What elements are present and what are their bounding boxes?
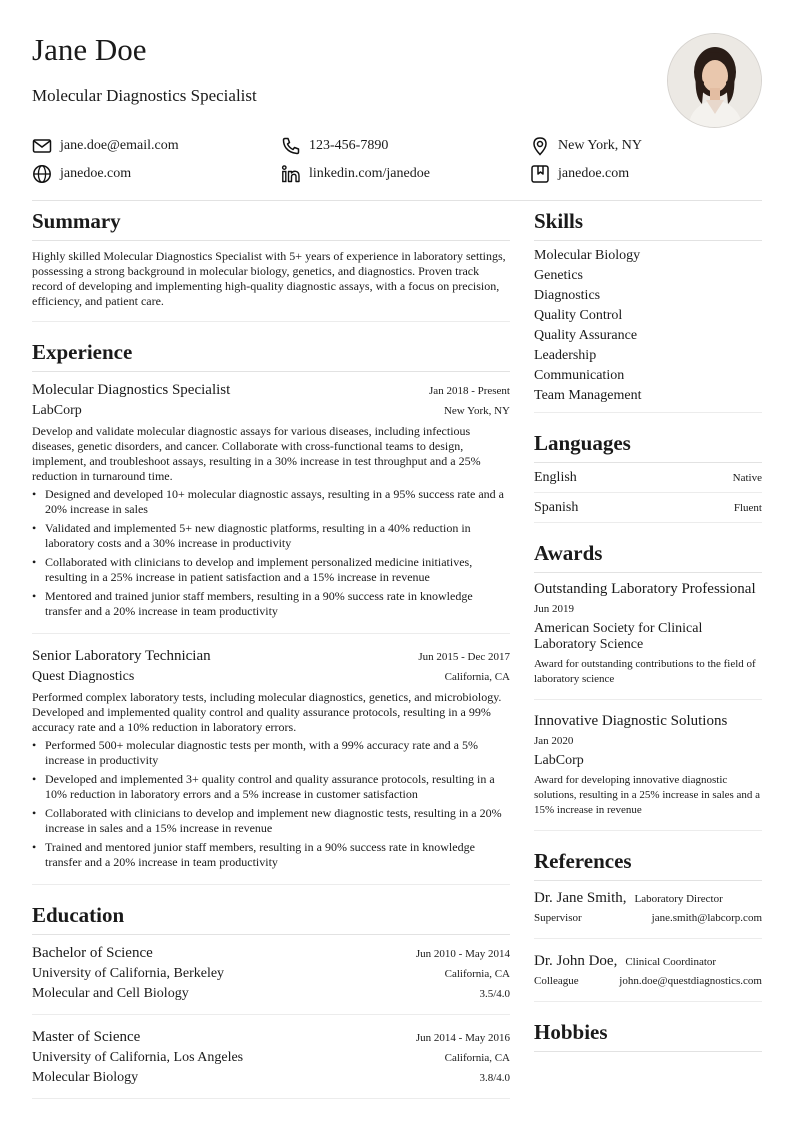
contact-linkedin-text: linkedin.com/janedoe	[309, 166, 430, 181]
achievement-item: • Designed and developed 10+ molecular diagnostic assays, resulting in a 95% success rate and a 20% increase in sales	[32, 487, 510, 517]
edu-field: Molecular Biology	[32, 1070, 139, 1085]
section-title-references: References	[534, 847, 762, 881]
achievement-item: • Performed 500+ molecular diagnostic tests per month, with a 99% accuracy rate and a 5% increase in productivity	[32, 738, 510, 768]
language-item	[534, 493, 762, 523]
reference-item	[534, 881, 762, 939]
experience-item	[32, 634, 510, 885]
contact-email[interactable]	[32, 136, 179, 156]
job-achievements	[32, 487, 510, 619]
edu-gpa: 3.5/4.0	[479, 988, 510, 1000]
reference-name: Dr. Jane Smith,	[534, 890, 627, 906]
award-date: Jan 2020	[534, 735, 574, 747]
contact-phone[interactable]	[281, 136, 388, 156]
section-title-summary: Summary	[32, 207, 510, 241]
skill-item: Communication	[534, 368, 625, 383]
section-title-awards: Awards	[534, 539, 762, 573]
award-date: Jun 2019	[534, 603, 575, 615]
summary-section	[32, 207, 510, 322]
edu-school: University of California, Los Angeles	[32, 1050, 244, 1065]
reference-relation: Colleague	[534, 975, 579, 987]
job-description: Develop and validate molecular diagnostic assays for various diseases, including infectious diseases, genetic disorders, and cancer. Collaborate with cross-functional teams to design, implement, and troubleshoot assays, resulting in a 30% increase in test throughput and a 25% reduction in turnaround time.	[32, 424, 481, 483]
edu-dates: Jun 2014 - May 2016	[415, 1032, 510, 1044]
award-item	[534, 700, 762, 831]
section-title-skills: Skills	[534, 207, 762, 241]
candidate-title: Molecular Diagnostics Specialist	[32, 86, 257, 105]
job-achievements	[32, 738, 510, 870]
award-issuer: American Society for Clinical Laboratory Science	[534, 621, 703, 652]
language-level: Fluent	[733, 502, 762, 514]
reference-title: Laboratory Director	[634, 893, 723, 905]
award-name: Outstanding Laboratory Professional	[534, 581, 756, 597]
summary-text: Highly skilled Molecular Diagnostics Specialist with 5+ years of experience in laboratory settings, possessing a strong background in molecular biology, genetics, and diagnostics. Proven track record of developing and implementing high-quality diagnostic assays, with a focus on precision, efficiency, and patient care.	[32, 241, 510, 322]
skill-item: Diagnostics	[534, 288, 601, 303]
language-item	[534, 463, 762, 493]
section-title-languages: Languages	[534, 429, 762, 463]
job-location: California, CA	[444, 671, 510, 683]
references-section	[534, 847, 762, 1002]
contact-portfolio-text: janedoe.com	[558, 166, 630, 181]
skill-item: Genetics	[534, 268, 583, 283]
job-location: New York, NY	[443, 405, 510, 417]
achievement-item: • Trained and mentored junior staff members, resulting in a 90% success rate in knowledge transfer and a 20% increase in team productivity	[32, 840, 510, 870]
job-dates: Jun 2015 - Dec 2017	[418, 651, 510, 663]
experience-item	[32, 372, 510, 634]
contact-phone-text: 123-456-7890	[309, 138, 389, 153]
skill-item: Leadership	[534, 348, 597, 363]
hobbies-section	[534, 1018, 762, 1052]
experience-section	[32, 338, 510, 885]
contact-email-text: jane.doe@email.com	[60, 138, 179, 153]
location-icon	[530, 136, 550, 156]
skill-item: Team Management	[534, 388, 642, 403]
contact-linkedin[interactable]	[281, 164, 430, 184]
languages-section	[534, 429, 762, 523]
edu-degree: Bachelor of Science	[32, 945, 153, 961]
language-level: Native	[732, 472, 762, 484]
main-column	[32, 207, 510, 1099]
education-item	[32, 1015, 510, 1099]
reference-relation: Supervisor	[534, 912, 582, 924]
skills-list	[534, 241, 762, 413]
job-description: Performed complex laboratory tests, including molecular diagnostics, genetics, and microbiology. Developed and implemented quality control and quality assurance protocols, resulting in a 99% accuracy rate and a 10% reduction in laboratory errors.	[32, 690, 502, 734]
award-issuer: LabCorp	[534, 753, 584, 768]
contact-website[interactable]	[32, 164, 131, 184]
achievement-item: • Mentored and trained junior staff members, resulting in a 90% success rate in knowledge transfer and a 20% increase in team productivity	[32, 589, 510, 619]
portrait-image	[668, 34, 762, 128]
header-divider	[32, 200, 762, 201]
achievement-item: • Validated and implemented 5+ new diagnostic platforms, resulting in a 40% reduction in laboratory costs and a 30% increase in productivity	[32, 521, 510, 551]
resume-header	[32, 33, 762, 128]
candidate-name: Jane Doe	[32, 32, 147, 67]
achievement-item: • Collaborated with clinicians to develop and implement personalized medicine initiatives, resulting in a 25% increase in patient satisfaction and a 15% increase in revenue	[32, 555, 510, 585]
skill-item: Quality Control	[534, 308, 623, 323]
reference-item	[534, 939, 762, 1002]
skill-item: Quality Assurance	[534, 328, 638, 343]
edu-field: Molecular and Cell Biology	[32, 986, 189, 1001]
phone-icon	[281, 136, 301, 156]
reference-email[interactable]: john.doe@questdiagnostics.com	[619, 975, 762, 987]
education-section	[32, 901, 510, 1099]
contact-website-text: janedoe.com	[60, 166, 132, 181]
language-name: Spanish	[534, 500, 579, 515]
job-role: Molecular Diagnostics Specialist	[32, 382, 231, 398]
edu-gpa: 3.8/4.0	[479, 1072, 510, 1084]
achievement-item: • Developed and implemented 3+ quality control and quality assurance protocols, resulting in a 10% reduction in laboratory errors and a 5% increase in customer satisfaction	[32, 772, 510, 802]
profile-photo	[667, 33, 762, 128]
edu-degree: Master of Science	[32, 1029, 141, 1045]
awards-section	[534, 539, 762, 831]
bookmark-icon	[530, 164, 550, 184]
job-dates: Jan 2018 - Present	[429, 385, 510, 397]
edu-school: University of California, Berkeley	[32, 966, 225, 981]
section-title-experience: Experience	[32, 338, 510, 372]
award-description: Award for outstanding contributions to the field of laboratory science	[534, 658, 756, 685]
award-name: Innovative Diagnostic Solutions	[534, 713, 728, 729]
mail-icon	[32, 136, 52, 156]
job-company: LabCorp	[32, 403, 82, 418]
reference-title: Clinical Coordinator	[625, 956, 717, 968]
contact-portfolio[interactable]	[530, 164, 629, 184]
globe-icon	[32, 164, 52, 184]
edu-location: California, CA	[444, 968, 510, 980]
award-description: Award for developing innovative diagnostic solutions, resulting in a 25% increase in sales and a 15% increase in revenue	[534, 774, 761, 816]
edu-dates: Jun 2010 - May 2014	[415, 948, 510, 960]
edu-location: California, CA	[444, 1052, 510, 1064]
skills-section	[534, 207, 762, 413]
job-company: Quest Diagnostics	[32, 669, 135, 684]
education-item	[32, 935, 510, 1015]
reference-name: Dr. John Doe,	[534, 953, 618, 969]
reference-email[interactable]: jane.smith@labcorp.com	[651, 912, 762, 924]
skill-item: Molecular Biology	[534, 248, 641, 263]
language-name: English	[534, 470, 577, 485]
achievement-item: • Collaborated with clinicians to develop and implement new diagnostic tests, resulting in a 20% increase in sales and a 15% increase in revenue	[32, 806, 510, 836]
side-column	[534, 207, 762, 1052]
award-item	[534, 573, 762, 700]
linkedin-icon	[281, 164, 301, 184]
contact-location-text: New York, NY	[558, 138, 643, 153]
contact-location	[530, 136, 642, 156]
section-title-hobbies: Hobbies	[534, 1018, 762, 1052]
section-title-education: Education	[32, 901, 510, 935]
job-role: Senior Laboratory Technician	[32, 648, 211, 664]
